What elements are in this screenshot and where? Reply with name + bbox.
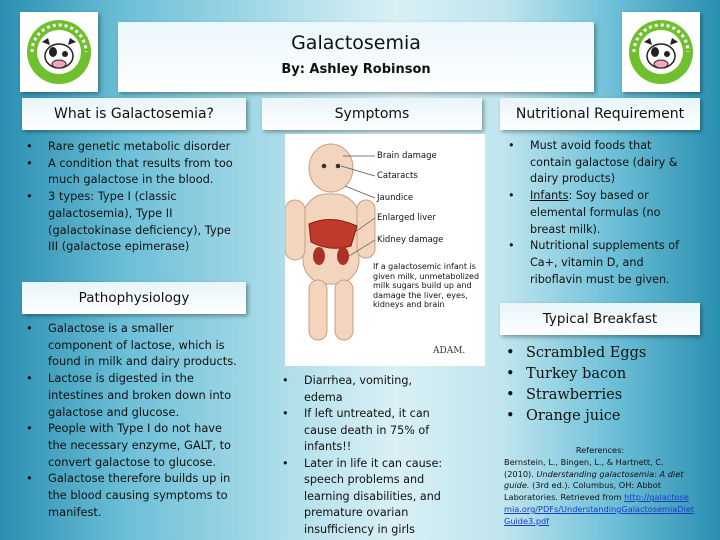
nutrition-heading: Nutritional Requirement <box>500 98 700 130</box>
list-item: • Nutritional supplements of Ca+, vitamin D, and riboflavin must be given. <box>504 238 692 288</box>
list-item: • If left untreated, it can cause death in 75% of infants!! <box>278 406 446 456</box>
list-item: • Rare genetic metabolic disorder <box>22 138 244 155</box>
page-title: Galactosemia <box>291 32 421 54</box>
what-is-heading: What is Galactosemia? <box>22 98 246 130</box>
list-item: • Diarrhea, vomiting, edema <box>278 373 446 406</box>
list-item: • Galactose therefore builds up in the blood causing symptoms to manifest. <box>22 470 240 520</box>
reference-book: Understanding galactosemia: A diet guide. <box>504 468 684 491</box>
references-label: References: <box>575 445 625 455</box>
label-brain: Brain damage <box>377 151 437 161</box>
list-item: • Turkey bacon <box>502 364 698 385</box>
label-cataracts: Cataracts <box>377 171 418 181</box>
nutrition-list <box>504 138 692 288</box>
cow-logo-icon-left <box>20 12 98 92</box>
list-item: • Strawberries <box>502 385 698 406</box>
infants-text: : Soy based or elemental formulas (no breast milk). <box>530 189 661 236</box>
list-item: • Later in life it can cause: speech problems and learning disabilities, and premature ovarian insufficiency in girls <box>278 456 446 539</box>
list-item <box>504 188 692 238</box>
adam-logo: ADAM. <box>433 346 466 356</box>
label-jaundice: Jaundice <box>377 193 414 203</box>
cow-logo-icon-right <box>622 12 700 92</box>
what-is-list <box>22 138 244 255</box>
label-liver: Enlarged liver <box>377 213 436 223</box>
symptoms-heading: Symptoms <box>262 98 482 130</box>
list-item: • People with Type I do not have the necessary enzyme, GALT, to convert galactose to glucose. <box>22 420 240 470</box>
list-item: • Galactose is a smaller component of lactose, which is found in milk and dairy products. <box>22 320 240 370</box>
breakfast-heading: Typical Breakfast <box>500 303 700 335</box>
pathophysiology-heading: Pathophysiology <box>22 282 246 314</box>
infants-label: Infants <box>530 189 569 203</box>
symptoms-list <box>278 373 446 538</box>
baby-illustration <box>285 134 485 366</box>
label-kidney: Kidney damage <box>377 235 444 245</box>
list-item: • 3 types: Type I (classic galactosemia), Type II (galactokinase deficiency), Type III (galactose epimerase) <box>22 188 244 255</box>
reference-link[interactable]: http://galactosemia.org/PDFs/UnderstandingGalactosemiaDietGuide3.pdf <box>504 492 695 526</box>
pathophysiology-list <box>22 320 240 520</box>
breakfast-list <box>502 343 698 427</box>
list-item: • A condition that results from too much galactose in the blood. <box>22 155 244 188</box>
page-subtitle: By: Ashley Robinson <box>281 62 431 77</box>
reference-publisher: (3rd ed.). Columbus, OH: Abbot Laboratories. Retrieved from <box>504 480 661 503</box>
illustration-caption: If a galactosemic infant is given milk, unmetabolized milk sugars build up and damage the liver, eyes, kidneys and brain <box>373 262 480 310</box>
list-item: • Scrambled Eggs <box>502 343 698 364</box>
reference-authors: Bernstein, L., Bingen, L., & Hartnett, C. (2010). <box>504 456 664 479</box>
references <box>504 445 696 528</box>
title-banner <box>118 22 594 92</box>
references-body <box>504 457 696 528</box>
list-item: • Must avoid foods that contain galactose (dairy & dairy products) <box>504 138 692 188</box>
list-item: • Orange juice <box>502 406 698 427</box>
list-item: • Lactose is digested in the intestines and broken down into galactose and glucose. <box>22 370 240 420</box>
